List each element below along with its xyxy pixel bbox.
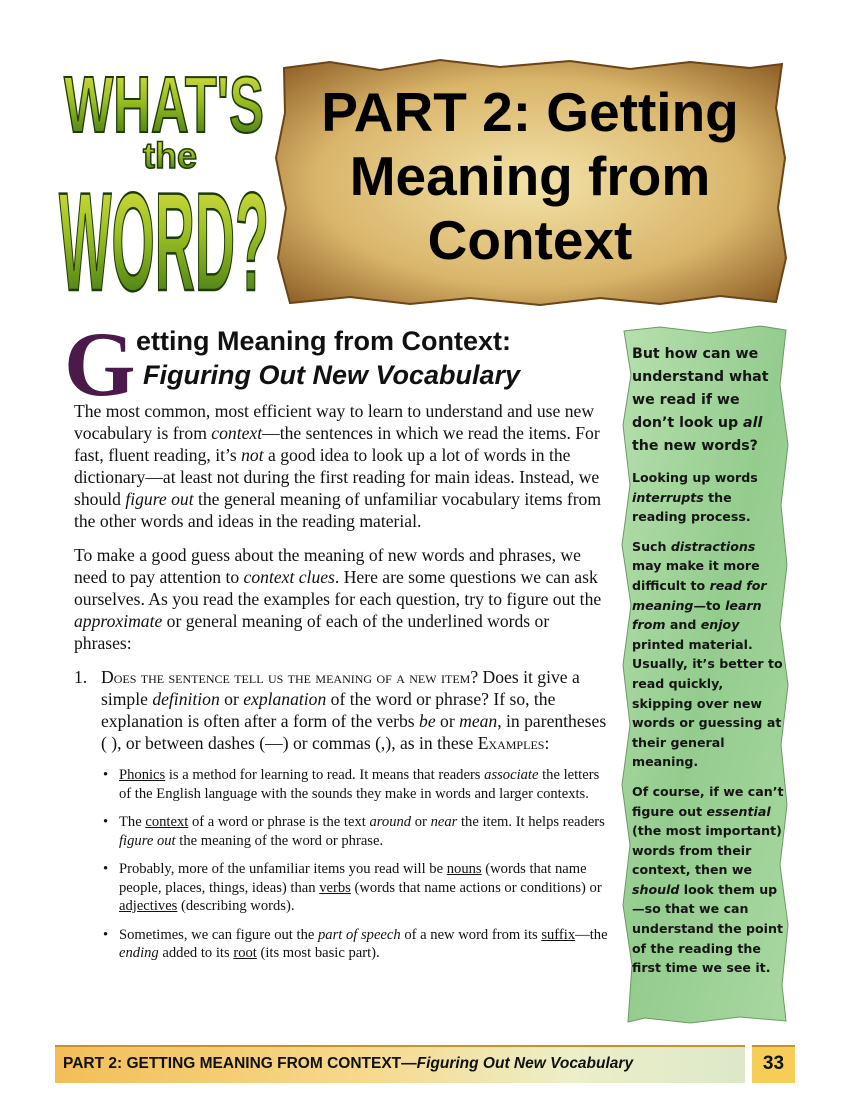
sidebar-note bbox=[620, 325, 790, 1025]
sidebar-paragraph-2: Such distractions may make it more difficult to read for meaning—to learn from and enjoy printed material. Usually, it’s better to read quickly, skipping over new words or guessing at their general meaning. bbox=[632, 538, 783, 770]
logo-line-2: the bbox=[143, 135, 197, 176]
page-title bbox=[270, 80, 790, 272]
list-item: • Sometimes, we can figure out the part of speech of a new word from its suffix—the ending added to its root (its most basic part). bbox=[103, 926, 609, 963]
list-item: • The context of a word or phrase is the text around or near the item. It helps readers figure out the meaning of the word or phrase. bbox=[103, 813, 609, 850]
title-line-2: Meaning from bbox=[349, 145, 711, 207]
section-subheading: Figuring Out New Vocabulary bbox=[143, 360, 521, 390]
page-number: 33 bbox=[752, 1045, 795, 1083]
example-list bbox=[74, 766, 609, 963]
numbered-item-1: 1. Does the sentence tell us the meaning of a new item? Does it give a simple definition or explanation of the word or phrase? If so, the explanation is often after a form of the verbs be or mean, in parentheses ( ), or between dashes (—) or commas (,), as in these Examples: bbox=[74, 667, 607, 753]
item-number: 1. bbox=[74, 667, 88, 687]
footer-title: PART 2: GETTING MEANING FROM CONTEXT—Figuring Out New Vocabulary bbox=[63, 1055, 634, 1072]
title-line-3: Context bbox=[427, 209, 633, 271]
logo-line-3: WORD? bbox=[59, 163, 269, 308]
paragraph-1: The most common, most efficient way to learn to understand and use new vocabulary is from context—the sentences in which we read the items. For fast, fluent reading, it’s not a good idea to look up a lot of words in the dictionary—at least not during the first reading for main ideas. Instead, we should figure out the general meaning of unfamiliar vocabulary items from the other words and ideas in the reading material. bbox=[74, 401, 602, 531]
list-item: • Probably, more of the unfamiliar items you read will be nouns (words that name people, places, things, ideas) than verbs (words that name actions or conditions) or adjectives (describing words). bbox=[103, 860, 609, 916]
sidebar-paragraph-1: Looking up words interrupts the reading process. bbox=[632, 470, 758, 525]
page-footer bbox=[55, 1045, 745, 1083]
logo-line-1: WHAT'S bbox=[64, 60, 264, 149]
section-heading: etting Meaning from Context: bbox=[136, 326, 511, 356]
paragraph-2: To make a good guess about the meaning of new words and phrases, we need to pay attention to context clues. Here are some questions we can ask ourselves. As you read the examples for each question, try to figure out the approximate or general meaning of each of the underlined words or phrases: bbox=[74, 545, 602, 653]
drop-cap: G bbox=[64, 313, 136, 415]
whats-the-word-logo bbox=[52, 60, 277, 308]
sidebar-paragraph-3: Of course, if we can’t figure out essential (the most important) words from their context, then we should look them up—so that we can understand the point of the reading the first time we see it. bbox=[632, 783, 784, 976]
title-banner bbox=[270, 58, 790, 308]
sidebar-lead-question: But how can we understand what we read if we don’t look up all the new words? bbox=[632, 346, 769, 454]
sidebar-text bbox=[632, 343, 784, 988]
title-line-1: PART 2: Getting bbox=[321, 81, 739, 143]
main-text bbox=[74, 400, 609, 973]
list-item: • Phonics is a method for learning to read. It means that readers associate the letters of the English language with the sounds they make in words and larger contexts. bbox=[103, 766, 609, 803]
